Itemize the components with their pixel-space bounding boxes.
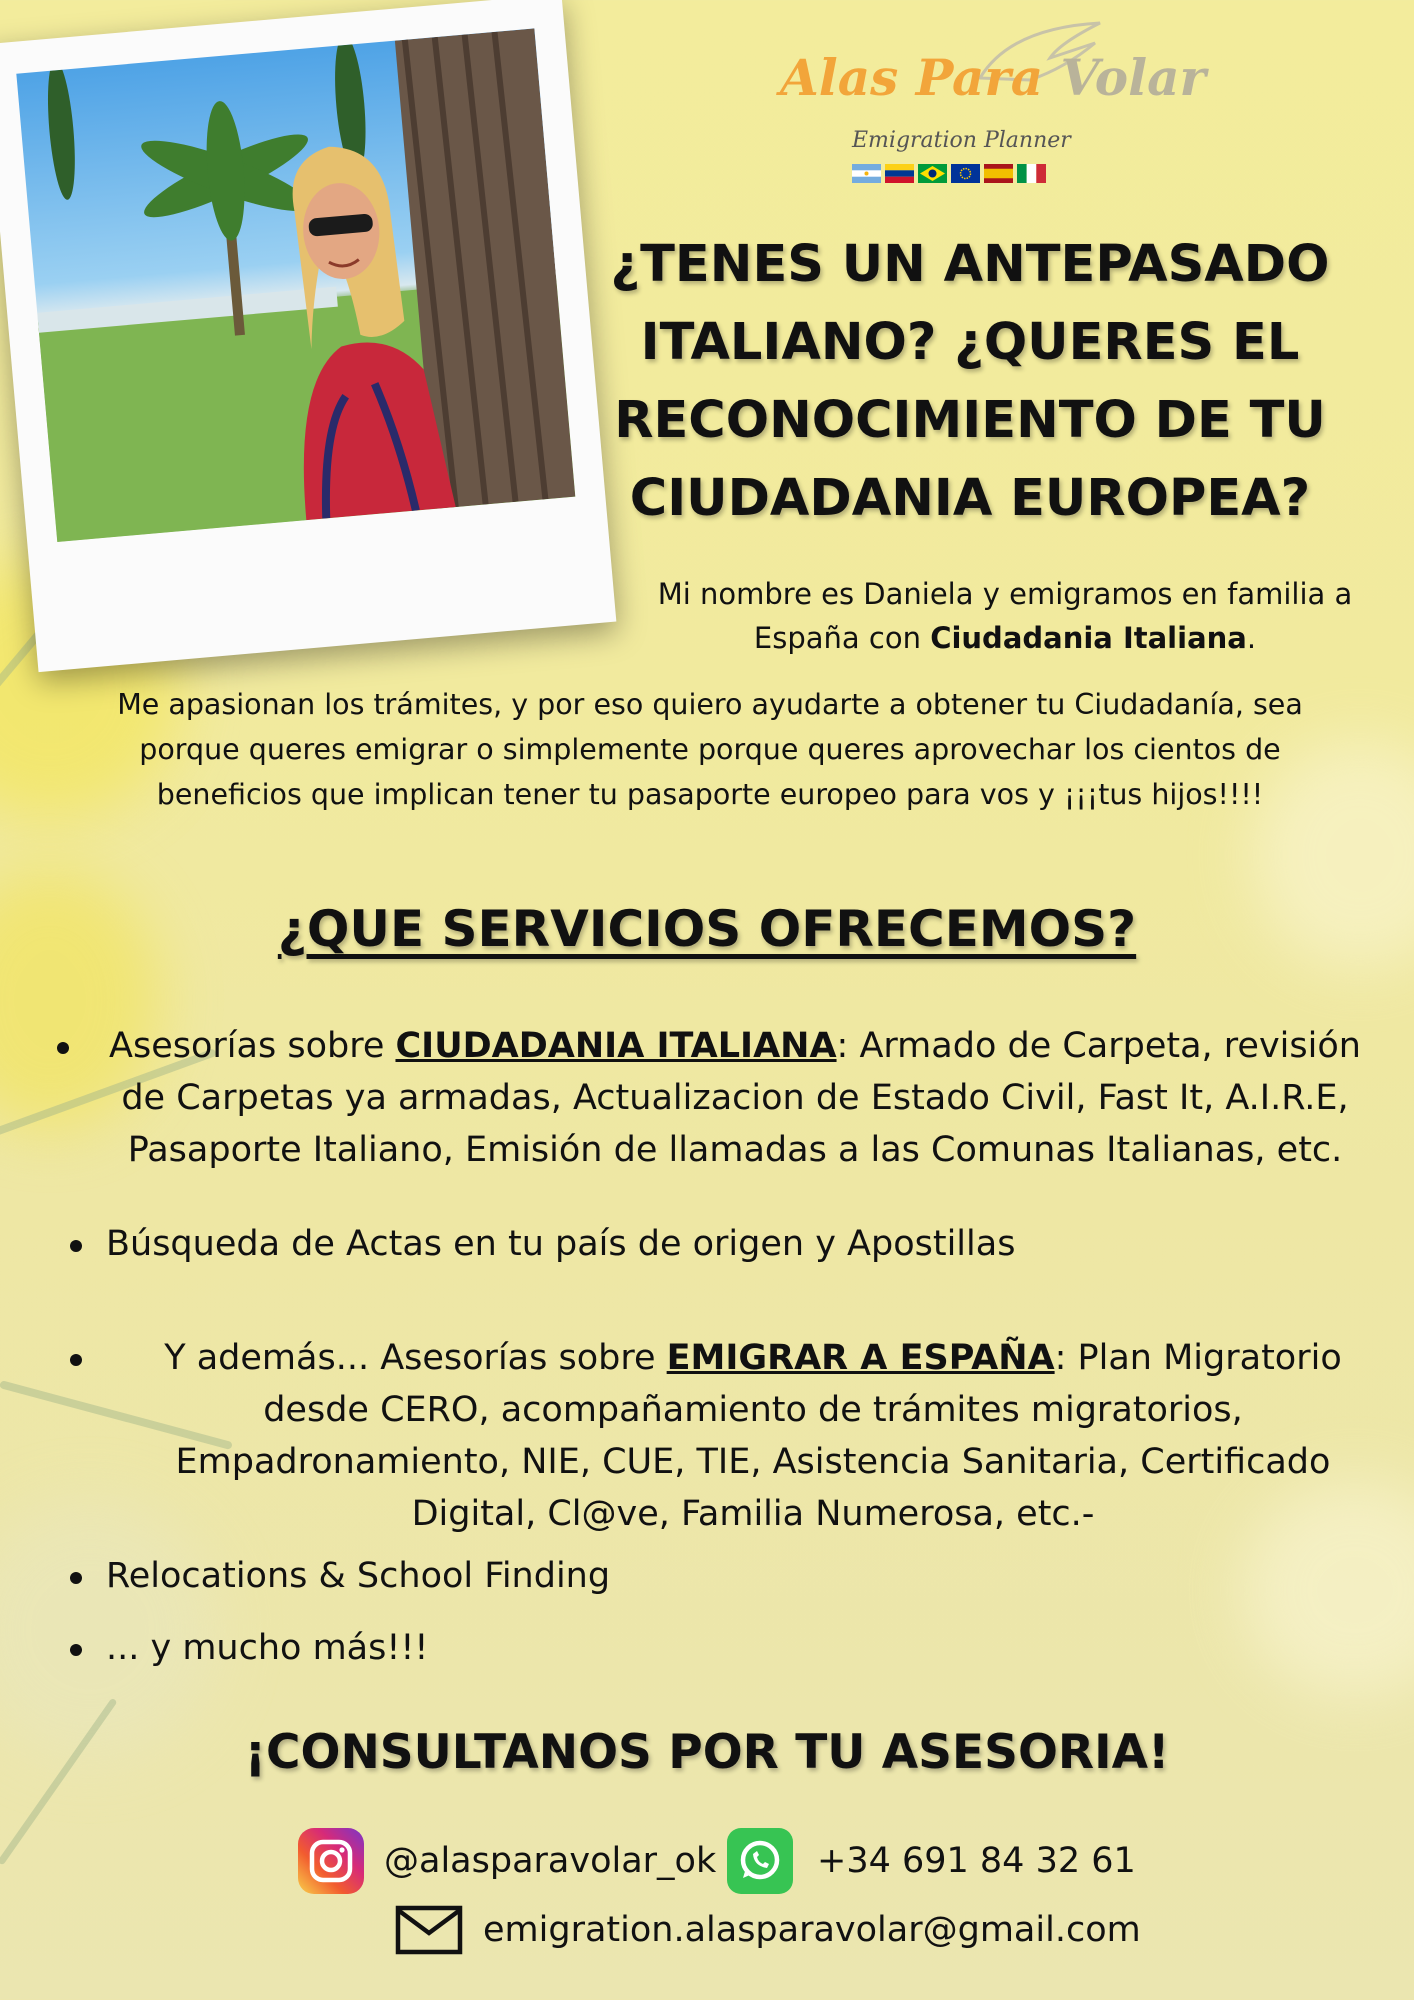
whatsapp-contact[interactable] <box>727 1828 1136 1894</box>
bullet-dot <box>70 1354 82 1366</box>
flags-row <box>852 164 1046 183</box>
polaroid-frame <box>0 0 616 672</box>
intro-line: Mi nombre es Daniela y emigramos en familia a España con Ciudadania Italiana. <box>657 577 1353 655</box>
italy-flag-icon <box>1017 164 1046 183</box>
whatsapp-icon <box>727 1828 793 1894</box>
bullet-dot <box>70 1644 82 1656</box>
portrait-photo <box>16 28 575 542</box>
call-to-action: ¡CONSULTANOS POR TU ASESORIA! <box>244 1725 1170 1780</box>
headline: ¿TENES UN ANTEPASADO ITALIANO? ¿QUERES EL RECONOCIMIENTO DE TU CIUDADANIA EUROPEA? <box>610 235 1330 528</box>
service-item-relocations: Relocations & School Finding <box>68 1550 1368 1602</box>
brand-logo <box>780 18 1206 198</box>
instagram-handle[interactable]: @alasparavolar_ok <box>384 1841 717 1881</box>
brand-tagline: Emigration Planner <box>852 128 1071 153</box>
argentina-flag-icon <box>852 164 881 183</box>
portrait-illustration <box>16 28 575 542</box>
intro-paragraph: Me apasionan los trámites, y por eso quiero ayudarte a obtener tu Ciudadanía, sea porque queres emigrar o simplemente porque queres aprovechar los cientos de beneficios que implican tener tu pasaporte europeo para vos y ¡¡¡tus hijos!!!! <box>117 688 1303 811</box>
mail-icon <box>395 1905 463 1955</box>
service-item-emigrar: Y además... Asesorías sobre EMIGRAR A ESPAÑA: Plan Migratorio desde CERO, acompañamiento de trámites migratorios, Empadronamiento, NIE, CUE, TIE, Asistencia Sanitaria, Certificado Digital, Cl@ve, Familia Numerosa, etc.- <box>68 1332 1378 1540</box>
eu-flag-icon <box>951 164 980 183</box>
whatsapp-number[interactable]: +34 691 84 32 61 <box>817 1841 1136 1881</box>
services-title: ¿QUE SERVICIOS OFRECEMOS? <box>277 900 1137 958</box>
bullet-dot <box>70 1240 82 1252</box>
service-item-more: ... y mucho más!!! <box>68 1622 1368 1674</box>
bullet-dot <box>70 1572 82 1584</box>
instagram-contact[interactable] <box>298 1828 716 1894</box>
instagram-icon <box>298 1828 364 1894</box>
venezuela-flag-icon <box>885 164 914 183</box>
service-item-ciudadania: Asesorías sobre CIUDADANIA ITALIANA: Armado de Carpeta, revisión de Carpetas ya armadas, Actualizacion de Estado Civil, Fast It, A.I.R.E, Pasaporte Italiano, Emisión de llamadas a las Comunas Italianas, etc. <box>55 1020 1385 1176</box>
email-contact[interactable] <box>395 1905 1141 1955</box>
spain-flag-icon <box>984 164 1013 183</box>
brazil-flag-icon <box>918 164 947 183</box>
service-item-actas: Búsqueda de Actas en tu país de origen y Apostillas <box>68 1218 1368 1270</box>
bullet-dot <box>57 1042 69 1054</box>
brand-name: Alas Para Volar <box>780 48 1206 107</box>
email-address[interactable]: emigration.alasparavolar@gmail.com <box>483 1910 1141 1950</box>
